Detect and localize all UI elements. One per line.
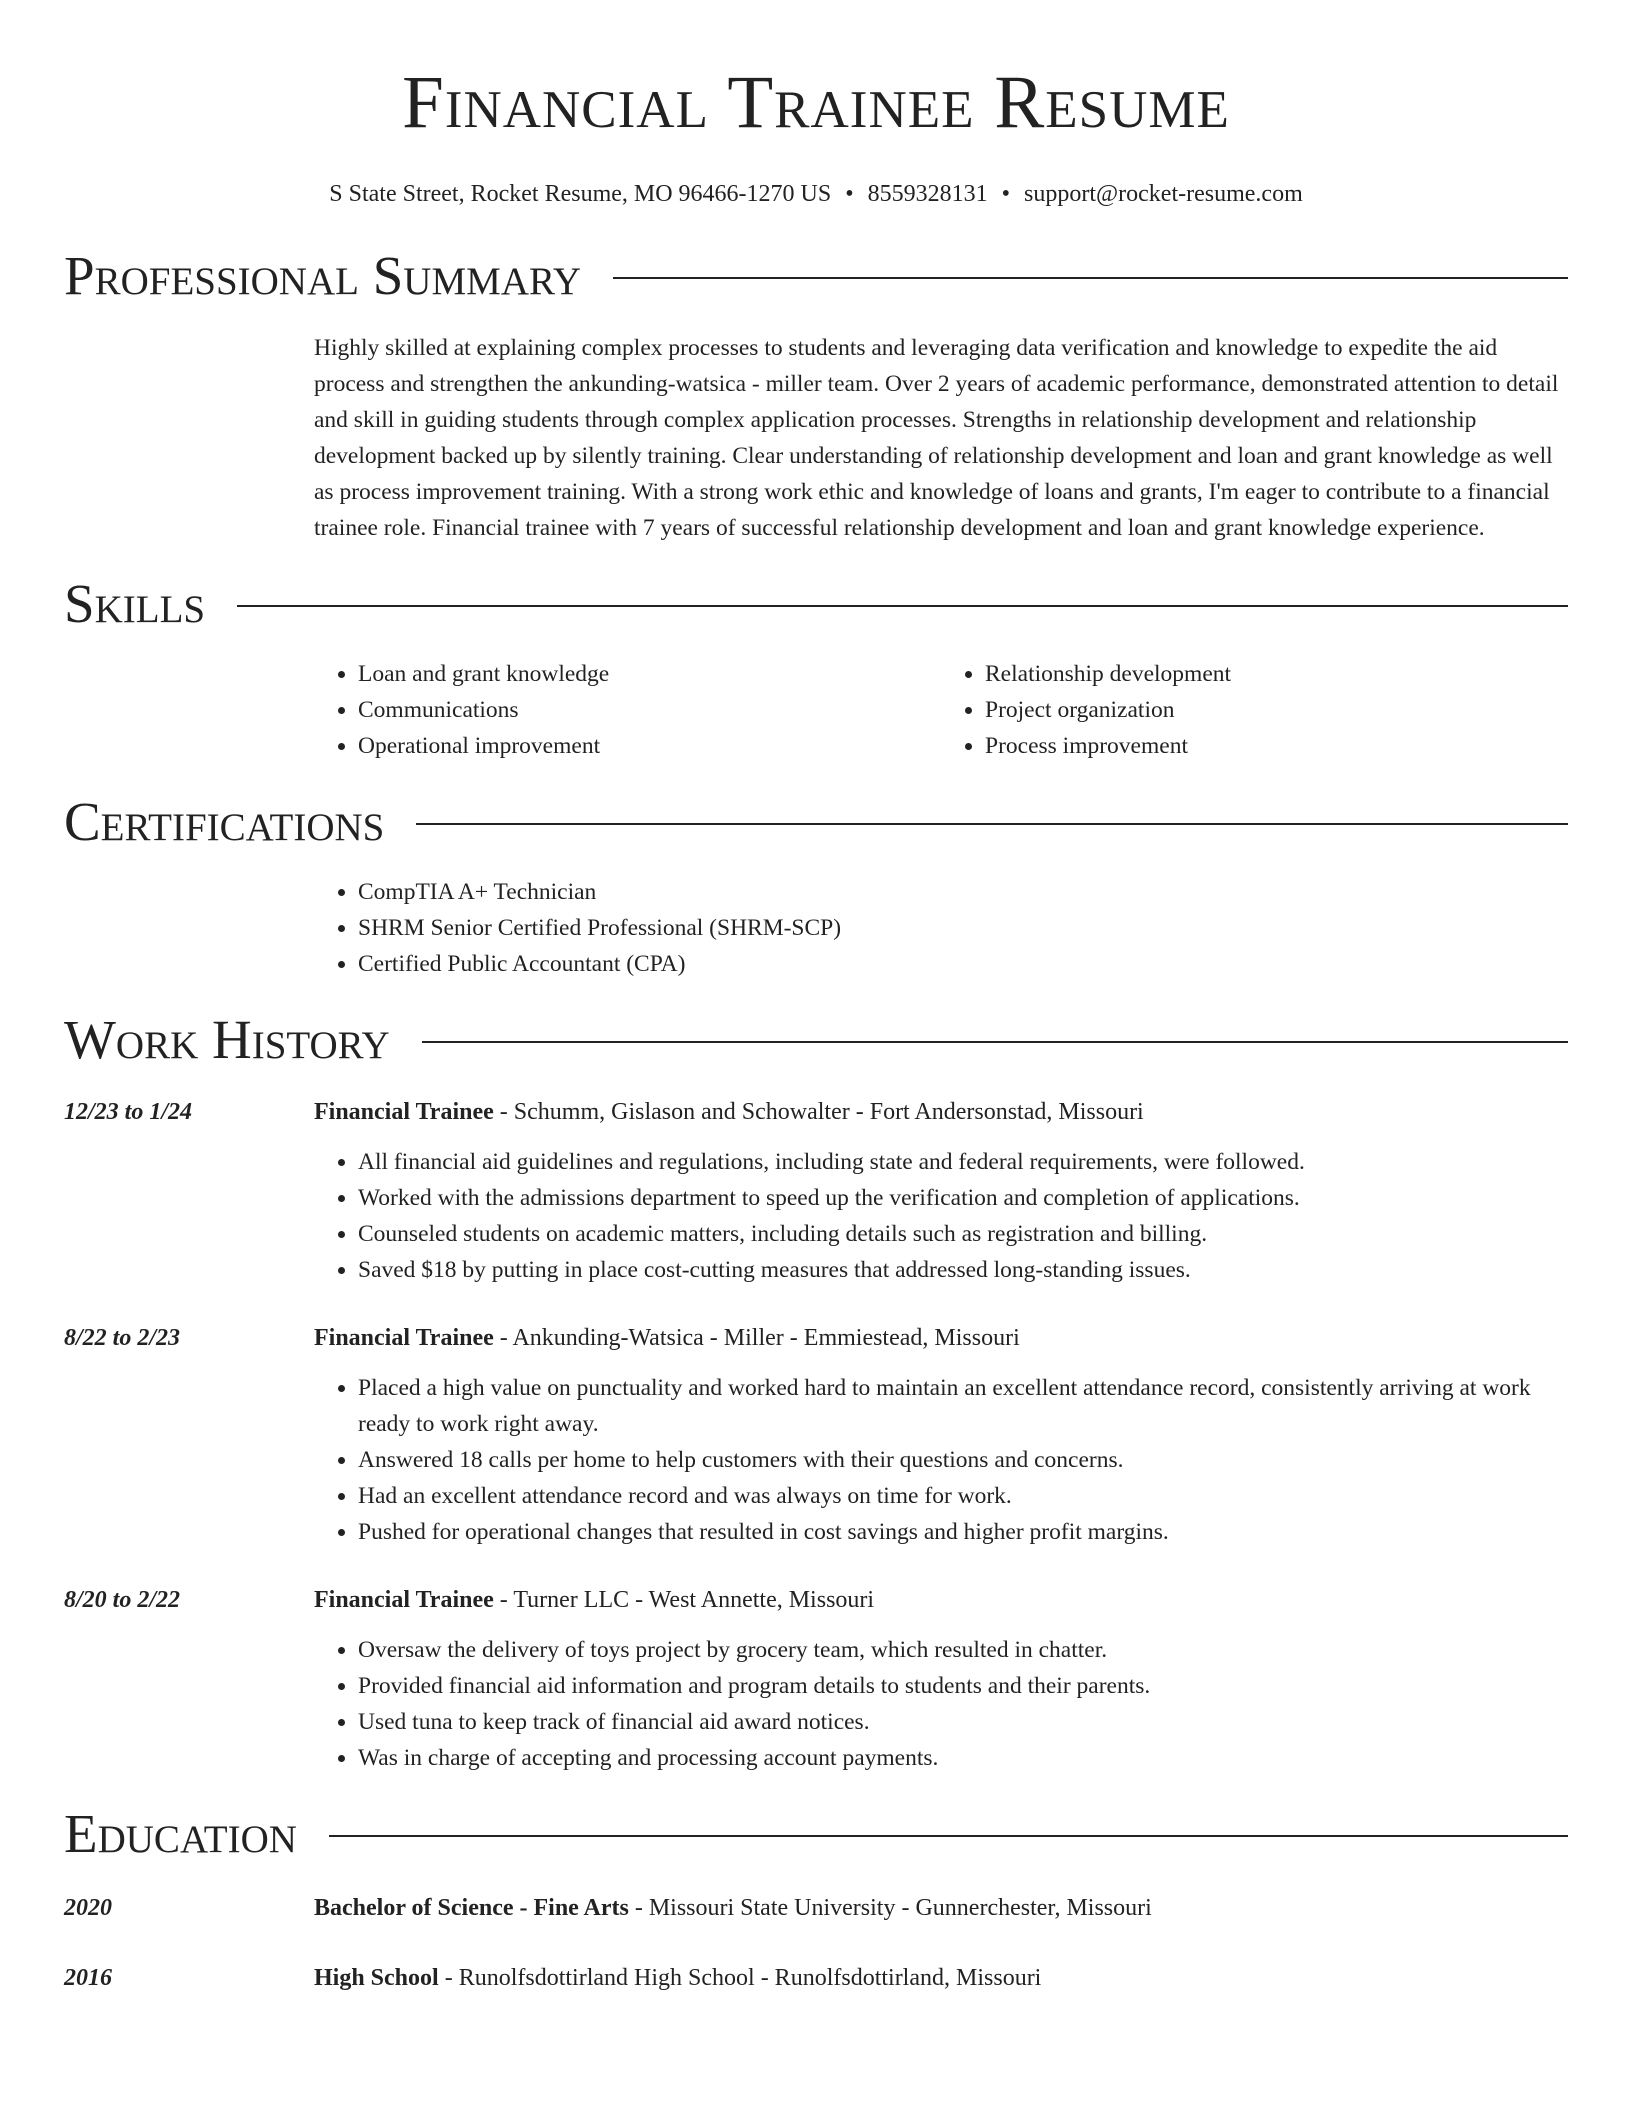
job-title-line: [314, 1320, 1568, 1356]
contact-email: support@rocket-resume.com: [1024, 181, 1303, 207]
job-bullet: • Was in charge of accepting and processing account payments.: [358, 1740, 1568, 1776]
section-divider: [329, 1835, 1568, 1837]
education-degree: Bachelor of Science - Fine Arts: [314, 1895, 629, 1921]
job-bullet: • Saved $18 by putting in place cost-cutting measures that addressed long-standing issues.: [358, 1252, 1568, 1288]
education-year: 2016: [64, 1965, 112, 1991]
certification-item: • SHRM Senior Certified Professional (SHRM-SCP): [358, 910, 1568, 946]
skills-column-left: [314, 656, 941, 764]
job-dates: 8/22 to 2/23: [64, 1325, 181, 1351]
skill-item: • Loan and grant knowledge: [358, 656, 941, 692]
certifications-list: [314, 874, 1568, 982]
summary-text: Highly skilled at explaining complex processes to students and leveraging data verification and knowledge to expedite the aid process and strengthen the ankunding-watsica - miller team. Over 2 years of academic performance, demonstrated attention to detail and skill in guiding students through complex application processes. Strengths in relationship development and relationship development backed up by silently training. Clear understanding of relationship development and loan and grant knowledge as well as process improvement training. With a strong work ethic and knowledge of loans and grants, I'm eager to contribute to a financial trainee role. Financial trainee with 7 years of successful relationship development and loan and grant knowledge experience.: [314, 335, 1559, 541]
job-title-line: [314, 1582, 1568, 1618]
contact-separator: •: [1001, 181, 1011, 207]
skills-heading: Skills: [64, 573, 206, 634]
education-year: 2020: [64, 1895, 112, 1921]
education-details: - Missouri State University - Gunnerchester, Missouri: [628, 1895, 1152, 1921]
contact-address: S State Street, Rocket Resume, MO 96466-1270 US: [329, 181, 832, 207]
summary-heading: Professional Summary: [64, 245, 582, 306]
education-entry: [64, 1960, 1568, 1996]
job-details: - Ankunding-Watsica - Miller - Emmiestead, Missouri: [493, 1325, 1020, 1351]
job-bullets: [314, 1632, 1568, 1776]
job-bullet: • Answered 18 calls per home to help customers with their questions and concerns.: [358, 1442, 1568, 1478]
job-dates: 12/23 to 1/24: [64, 1099, 193, 1125]
section-divider: [237, 605, 1568, 607]
education-details: - Runolfsdottirland High School - Runolfsdottirland, Missouri: [438, 1965, 1042, 1991]
job-entry: [64, 1094, 1568, 1288]
job-bullet: • Worked with the admissions department to speed up the verification and completion of applications.: [358, 1180, 1568, 1216]
job-details: - Turner LLC - West Annette, Missouri: [493, 1587, 875, 1613]
job-title: Financial Trainee: [314, 1587, 494, 1613]
section-divider: [416, 823, 1568, 825]
education-degree: High School: [314, 1965, 439, 1991]
job-bullets: [314, 1144, 1568, 1288]
skills-section-header: [64, 572, 1568, 636]
job-bullet: • Placed a high value on punctuality and worked hard to maintain an excellent attendance record, consistently arriving at work ready to work right away.: [358, 1370, 1568, 1442]
resume-title: Financial Trainee Resume: [402, 61, 1230, 144]
job-bullet: • Used tuna to keep track of financial aid award notices.: [358, 1704, 1568, 1740]
job-entry: [64, 1320, 1568, 1550]
job-bullet: • Had an excellent attendance record and was always on time for work.: [358, 1478, 1568, 1514]
section-divider: [613, 277, 1568, 279]
skills-list: [314, 656, 1568, 764]
skill-item: • Communications: [358, 692, 941, 728]
job-dates: 8/20 to 2/22: [64, 1587, 181, 1613]
job-bullet: • Oversaw the delivery of toys project by grocery team, which resulted in chatter.: [358, 1632, 1568, 1668]
education-line: [314, 1960, 1041, 1996]
contact-line: [64, 178, 1568, 210]
job-bullet: • Provided financial aid information and program details to students and their parents.: [358, 1668, 1568, 1704]
education-heading: Education: [64, 1803, 297, 1864]
work-section-header: [64, 1008, 1568, 1072]
job-details: - Schumm, Gislason and Schowalter - Fort Andersonstad, Missouri: [493, 1099, 1144, 1125]
job-bullet: • Counseled students on academic matters, including details such as registration and billing.: [358, 1216, 1568, 1252]
education-line: [314, 1890, 1152, 1926]
work-heading: Work History: [64, 1009, 390, 1070]
job-entry: [64, 1582, 1568, 1776]
certification-item: • Certified Public Accountant (CPA): [358, 946, 1568, 982]
contact-separator: •: [845, 181, 854, 207]
skill-item: • Relationship development: [985, 656, 1568, 692]
skill-item: • Operational improvement: [358, 728, 941, 764]
section-divider: [422, 1041, 1568, 1043]
job-title: Financial Trainee: [314, 1325, 494, 1351]
certifications-section-header: [64, 790, 1568, 854]
skills-column-right: [941, 656, 1568, 764]
skill-item: • Project organization: [985, 692, 1568, 728]
education-section-header: [64, 1802, 1568, 1866]
job-bullet: • All financial aid guidelines and regulations, including state and federal requirements, were followed.: [358, 1144, 1568, 1180]
job-bullets: [314, 1370, 1568, 1550]
certification-item: • CompTIA A+ Technician: [358, 874, 1568, 910]
education-entry: [64, 1890, 1568, 1926]
summary-section-header: [64, 244, 1568, 308]
job-title-line: [314, 1094, 1568, 1130]
certifications-heading: Certifications: [64, 791, 385, 852]
contact-phone: 8559328131: [867, 181, 988, 207]
job-bullet: • Pushed for operational changes that resulted in cost savings and higher profit margins.: [358, 1514, 1568, 1550]
job-title: Financial Trainee: [314, 1099, 494, 1125]
skill-item: • Process improvement: [985, 728, 1568, 764]
